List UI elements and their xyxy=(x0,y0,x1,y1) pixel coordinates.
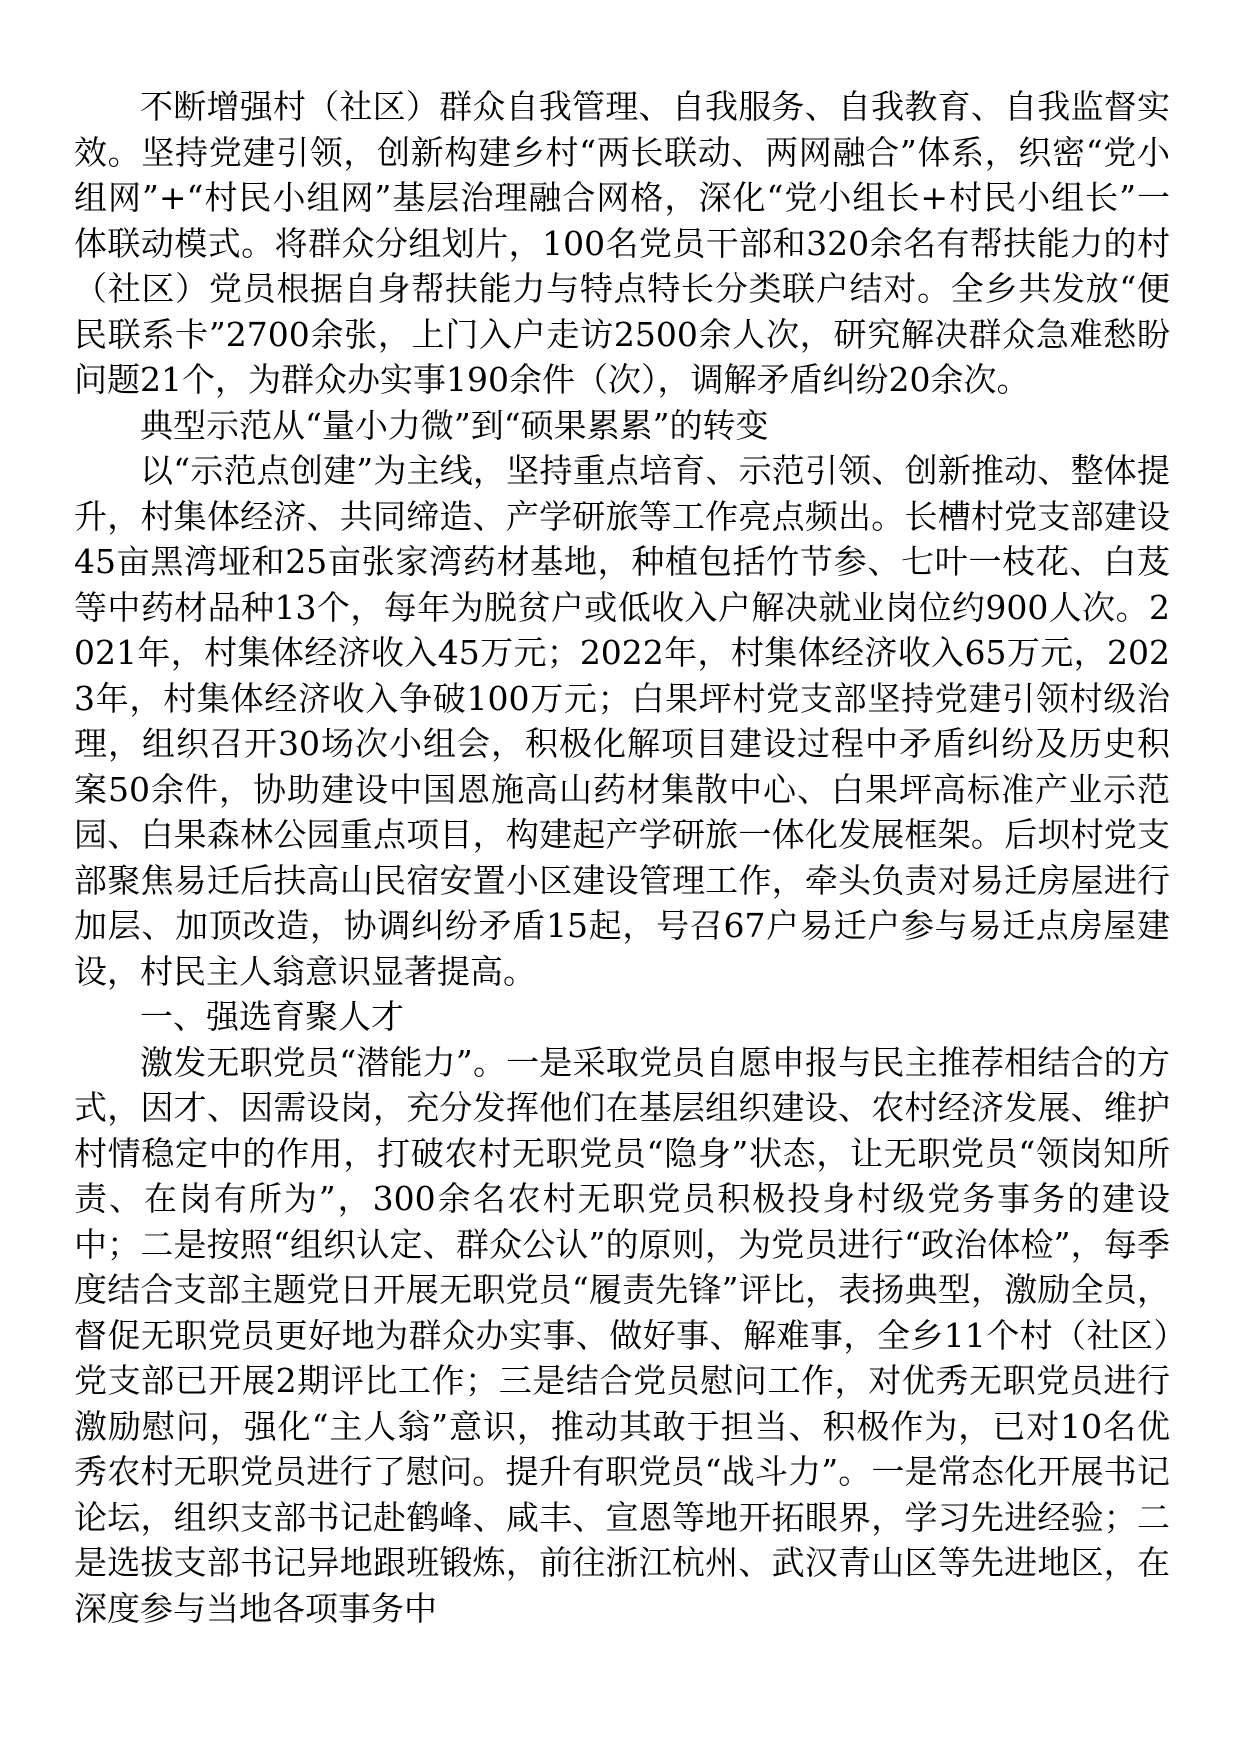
document-page xyxy=(74,84,1170,1631)
section-heading-demonstration: 典型示范从“量小力微”到“硕果累累”的转变 xyxy=(140,405,769,445)
section-heading-talent: 一、强选育聚人才 xyxy=(140,997,404,1036)
paragraph-talent: 激发无职党员“潜能力”。一是采取党员自愿申报与民主推荐相结合的方式，因才、因需设岗，充分发挥他们在基层组织建设、农村经济发展、维护村情稳定中的作用，打破农村无职党员“隐身”状态，让无职党员“领岗知所责、在岗有所为”，300余名农村无职党员积极投身村级党务事务的建设中；二是按照“组织认定、群众公认”的原则，为党员进行“政治体检”，每季度结合支部主题党日开展无职党员“履责先锋”评比，表扬典型，激励全员，督促无职党员更好地为群众办实事、做好事、解难事，全乡11个村（社区）党支部已开展2期评比工作；三是结合党员慰问工作，对优秀无职党员进行激励慰问，强化“主人翁”意识，推动其敢于担当、积极作为，已对10名优秀农村无职党员进行了慰问。提升有职党员“战斗力”。一是常态化开展书记论坛，组织支部书记赴鹤峰、咸丰、宣恩等地开拓眼界，学习先进经验；二是选拔支部书记异地跟班锻炼，前往浙江杭州、武汉青山区等先进地区，在深度参与当地各项事务中 xyxy=(74,1042,1170,1628)
paragraph-demonstration: 以“示范点创建”为主线，坚持重点培育、示范引领、创新推动、整体提升，村集体经济、共同缔造、产学研旅等工作亮点频出。长槽村党支部建设45亩黑湾垭和25亩张家湾药材基地，种植包括竹节参、七叶一枝花、白芨等中药材品种13个，每年为脱贫户或低收入户解决就业岗位约900人次。2021年，村集体经济收入45万元；2022年，村集体经济收入65万元，2023年，村集体经济收入争破100万元；白果坪村党支部坚持党建引领村级治理，组织召开30场次小组会，积极化解项目建设过程中矛盾纠纷及历史积案50余件，协助建设中国恩施高山药材集散中心、白果坪高标准产业示范园、白果森林公园重点项目，构建起产学研旅一体化发展框架。后坝村党支部聚焦易迁后扶高山民宿安置小区建设管理工作，牵头负责对易迁房屋进行加层、加顶改造，协调纠纷矛盾15起，号召67户易迁户参与易迁点房屋建设，村民主人翁意识显著提高。 xyxy=(74,451,1170,991)
paragraph-governance: 不断增强村（社区）群众自我管理、自我服务、自我教育、自我监督实效。坚持党建引领，创新构建乡村“两长联动、两网融合”体系，织密“党小组网”+“村民小组网”基层治理融合网格，深化“党小组长+村民小组长”一体联动模式。将群众分组划片，100名党员干部和320余名有帮扶能力的村（社区）党员根据自身帮扶能力与特点特长分类联户结对。全乡共发放“便民联系卡”2700余张，上门入户走访2500余人次，研究解决群众急难愁盼问题21个，为群众办实事190余件（次），调解矛盾纠纷20余次。 xyxy=(74,87,1170,399)
